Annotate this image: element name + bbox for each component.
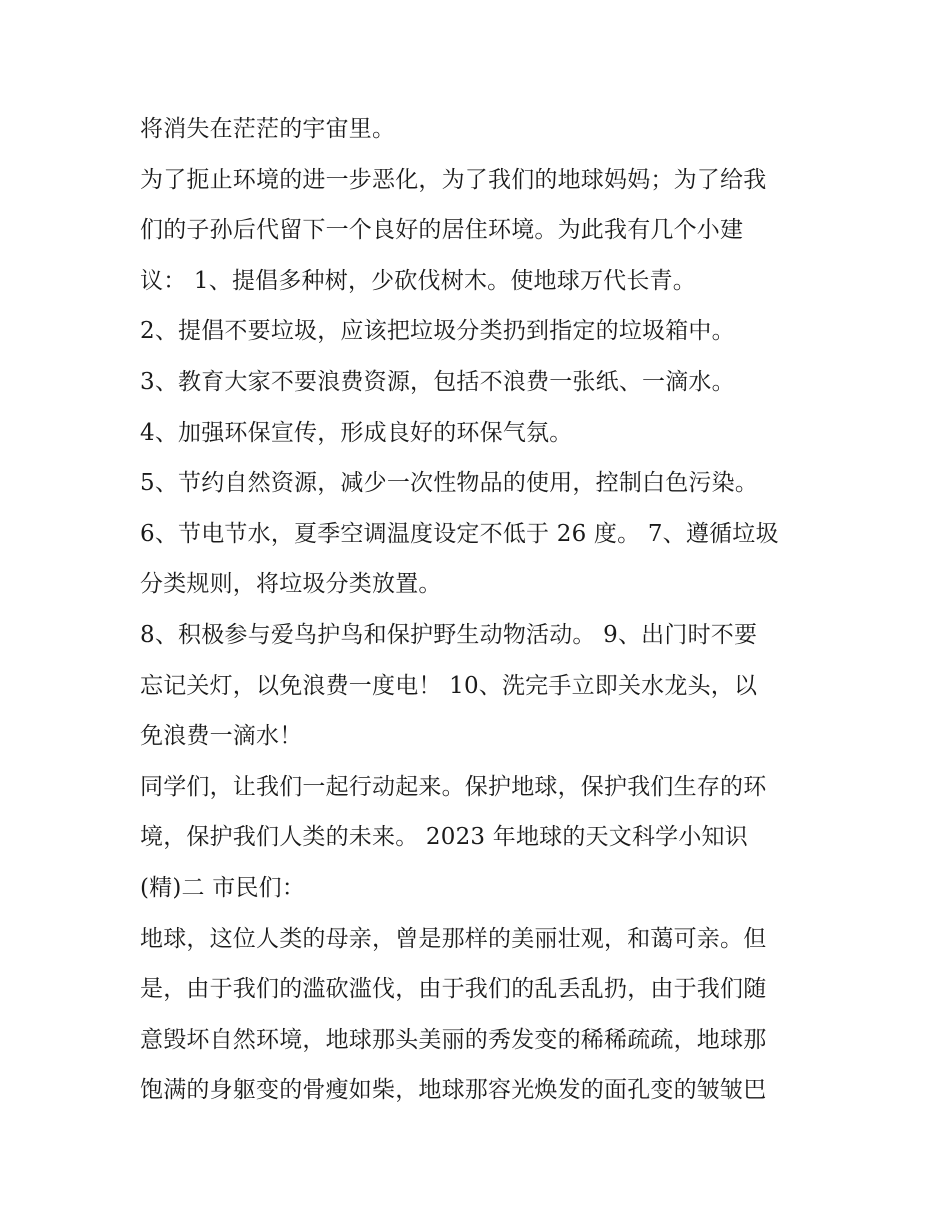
text-line: 3、教育大家不要浪费资源，包括不浪费一张纸、一滴水。 xyxy=(140,368,735,395)
text-line: 2、提倡不要垃圾，应该把垃圾分类扔到指定的垃圾箱中。 xyxy=(140,318,735,345)
text-line: 6、节电节水，夏季空调温度设定不低于 26 度。 7、遵循垃圾 xyxy=(140,520,779,547)
text-line: 地球，这位人类的母亲，曾是那样的美丽壮观，和蔼可亲。但 xyxy=(140,925,767,952)
text-line: 是，由于我们的滥砍滥伐，由于我们的乱丢乱扔，由于我们随 xyxy=(140,976,767,1003)
text-line: 8、积极参与爱鸟护鸟和保护野生动物活动。 9、出门时不要 xyxy=(140,621,758,648)
text-line: 忘记关灯，以免浪费一度电！ 10、洗完手立即关水龙头，以 xyxy=(140,672,758,699)
text-line: 议： 1、提倡多种树，少砍伐树木。使地球万代长青。 xyxy=(140,267,696,294)
text-line: 为了扼止环境的进一步恶化，为了我们的地球妈妈；为了给我 xyxy=(140,166,767,193)
text-line: 境，保护我们人类的未来。 2023 年地球的天文科学小知识 xyxy=(140,824,748,851)
text-line: 饱满的身躯变的骨瘦如柴，地球那容光焕发的面孔变的皱皱巴 xyxy=(140,1077,767,1104)
text-line: 同学们，让我们一起行动起来。保护地球，保护我们生存的环 xyxy=(140,773,767,800)
text-line: 意毁坏自然环境，地球那头美丽的秀发变的稀稀疏疏，地球那 xyxy=(140,1026,767,1053)
text-line: (精)二 市民们： xyxy=(140,874,306,901)
text-line: 将消失在茫茫的宇宙里。 xyxy=(140,116,396,142)
text-line: 分类规则，将垃圾分类放置。 xyxy=(140,571,442,598)
text-line: 们的子孙后代留下一个良好的居住环境。为此我有几个小建 xyxy=(140,217,744,244)
text-line: 4、加强环保宣传，形成良好的环保气氛。 xyxy=(140,419,573,446)
text-line: 免浪费一滴水！ xyxy=(140,723,303,750)
body-text xyxy=(140,108,820,1120)
text-line: 5、节约自然资源，减少一次性物品的使用，控制白色污染。 xyxy=(140,470,759,497)
